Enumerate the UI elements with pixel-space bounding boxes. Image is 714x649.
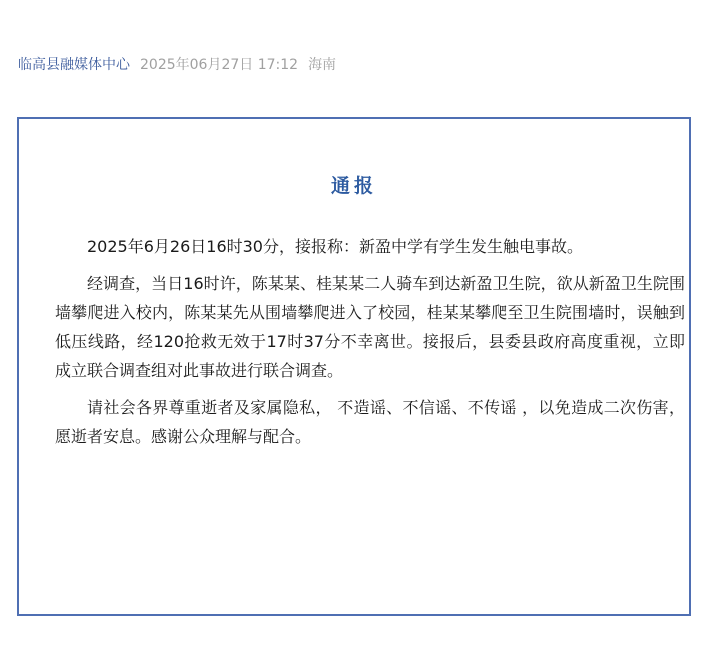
notice-paragraph-2: 经调查，当日16时许，陈某某、桂某某二人骑车到达新盈卫生院，欲从新盈卫生院围墙攀爬进入校内，陈某某先从围墙攀爬进入了校园，桂某某攀爬至卫生院围墙时，误触到低压线路，经120抢救无效于17时37分不幸离世。接报后，县委县政府高度重视，立即成立联合调查组对此事故进行联合调查。 — [55, 274, 685, 380]
source-name-link[interactable]: 临高县融媒体中心 — [18, 57, 130, 73]
publish-time: 2025年06月27日 17:12 — [140, 57, 299, 73]
notice-paragraph-1: 2025年6月26日16时30分，接报称：新盈中学有学生发生触电事故。 — [87, 237, 583, 256]
notice-paragraph-3: 请社会各界尊重逝者及家属隐私， 不造谣、不信谣、不传谣 ，以免造成二次伤害，愿逝者安息。感谢公众理解与配合。 — [55, 398, 685, 446]
notice-body — [55, 232, 685, 459]
source-line — [18, 56, 336, 74]
notice-image — [17, 117, 691, 616]
notice-title: 通报 — [330, 175, 377, 197]
region-label: 海南 — [308, 57, 337, 73]
